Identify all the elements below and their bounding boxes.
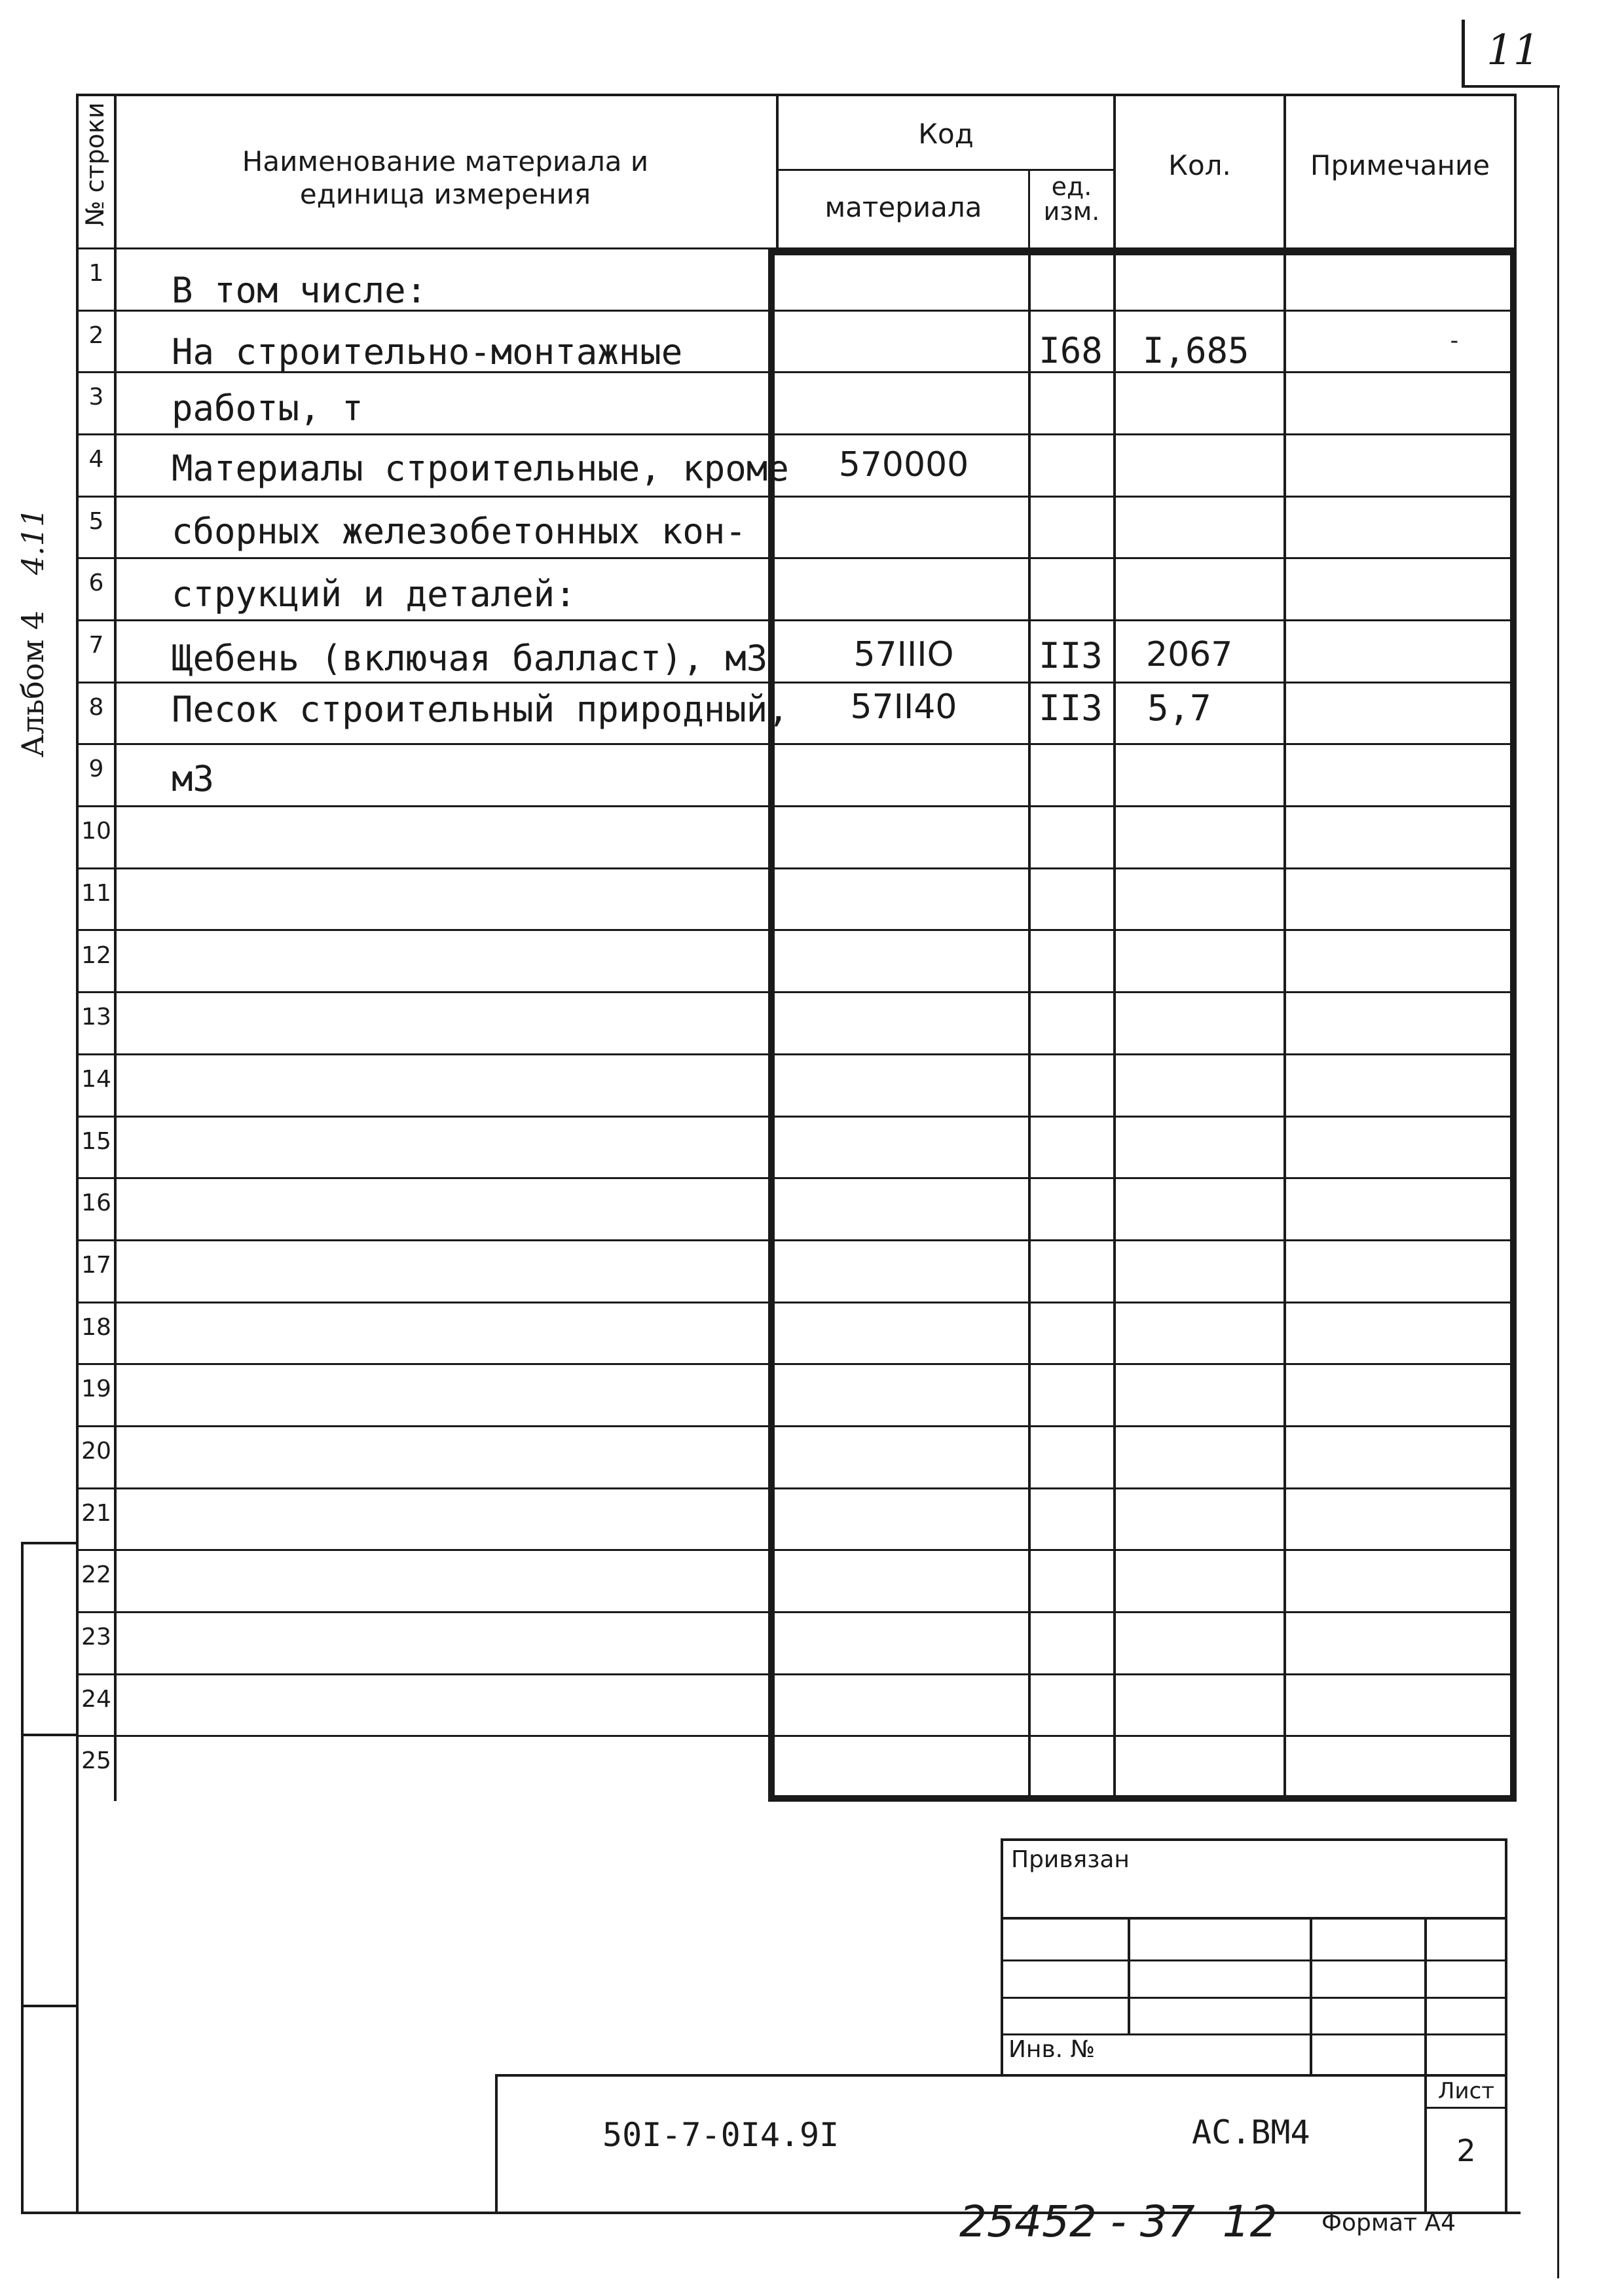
header-code-unit-line1: ед. — [1051, 172, 1092, 201]
header-name-line2: единица измерения — [299, 178, 591, 210]
row-number: 4 — [88, 446, 104, 473]
header-quantity: Кол. — [1168, 149, 1231, 181]
stamp-privyazan: Привязан — [1011, 1846, 1130, 1873]
row-number: 1 — [88, 260, 104, 287]
row-number: 8 — [88, 693, 104, 721]
footer-handwritten-number: 25452 - 37 12 — [959, 2196, 1278, 2247]
row-number: 11 — [81, 879, 111, 907]
row-number: 7 — [88, 632, 104, 659]
row-number: 16 — [81, 1190, 111, 1217]
row-6-name: струкций и деталей: — [172, 574, 576, 615]
header-name-line1: Наименование материала и — [242, 145, 649, 177]
row-number: 6 — [88, 570, 104, 597]
row-8-name: Песок строительный природный, — [172, 689, 789, 730]
stamp-list-label: Лист — [1437, 2078, 1495, 2104]
row-8-unit: II3 — [1039, 687, 1103, 729]
row-separator — [76, 557, 1514, 559]
row-separator — [76, 1053, 1514, 1055]
row-separator — [76, 1611, 1514, 1613]
row-separator — [76, 433, 1514, 435]
row-number: 18 — [81, 1313, 111, 1341]
header-row-number: № строки — [81, 102, 109, 227]
stamp-doc-code: 50I-7-0I4.9I — [602, 2116, 840, 2154]
album-label: Альбом 4 — [15, 610, 50, 757]
row-separator — [76, 619, 1514, 621]
row-3-name: работы, т — [172, 388, 363, 429]
row-separator — [76, 743, 1514, 745]
row-7-code: 57IIIO — [853, 635, 954, 674]
row-separator — [76, 1735, 1514, 1737]
side-label — [15, 483, 50, 757]
row-number: 25 — [81, 1747, 111, 1775]
row-number: 24 — [81, 1685, 111, 1713]
row-7-name: Щебень (включая балласт), м3 — [172, 638, 768, 679]
album-handwritten: 4.11 — [15, 507, 50, 575]
row-number: 5 — [88, 507, 104, 535]
row-8-code: 57II40 — [850, 687, 957, 727]
row-2-note: - — [1447, 327, 1462, 354]
row-separator — [76, 991, 1514, 993]
row-8-qty: 5,7 — [1147, 687, 1211, 729]
stamp-doc-mark: АС.ВМ4 — [1192, 2113, 1310, 2151]
row-separator — [76, 805, 1514, 807]
row-number: 19 — [81, 1376, 111, 1403]
header-note: Примечание — [1310, 149, 1490, 181]
row-number: 20 — [81, 1437, 111, 1465]
row-number: 22 — [81, 1561, 111, 1589]
header-code-material: материала — [824, 191, 982, 223]
row-number: 17 — [81, 1251, 111, 1279]
page-corner-number: 11 — [1486, 26, 1540, 75]
row-separator — [76, 496, 1514, 498]
row-separator — [76, 1302, 1514, 1303]
row-separator — [76, 1363, 1514, 1365]
row-separator — [76, 1425, 1514, 1427]
row-9-name: м3 — [172, 758, 215, 799]
stamp-inv-no: Инв. № — [1008, 2036, 1096, 2063]
header-code: Код — [918, 118, 974, 150]
row-number: 13 — [81, 1004, 111, 1031]
row-number: 21 — [81, 1499, 111, 1527]
row-2-qty: I,685 — [1143, 330, 1249, 371]
row-number: 9 — [88, 756, 104, 783]
row-2-unit: I68 — [1039, 330, 1103, 371]
stamp-sheet-number: 2 — [1456, 2133, 1476, 2168]
row-5-name: сборных железобетонных кон- — [172, 511, 747, 552]
row-number: 23 — [81, 1624, 111, 1650]
row-7-unit: II3 — [1039, 635, 1103, 676]
row-separator — [76, 682, 1514, 683]
row-separator — [76, 929, 1514, 931]
row-4-name: Материалы строительные, кроме — [172, 448, 789, 489]
row-separator — [76, 1116, 1514, 1118]
row-7-qty: 2067 — [1146, 635, 1233, 674]
row-number: 2 — [88, 321, 104, 349]
row-separator — [76, 867, 1514, 869]
row-number: 10 — [81, 818, 111, 845]
row-number: 15 — [81, 1127, 111, 1155]
row-separator — [76, 1549, 1514, 1551]
row-number: 14 — [81, 1065, 111, 1093]
row-number: 3 — [88, 384, 104, 411]
row-1-name: В том числе: — [172, 270, 428, 311]
row-separator — [76, 1673, 1514, 1675]
row-separator — [76, 1239, 1514, 1241]
footer-format-label: Формат А4 — [1321, 2210, 1456, 2236]
row-separator — [76, 1177, 1514, 1179]
header-code-unit-line2: изм. — [1043, 197, 1100, 226]
row-4-code: 570000 — [838, 445, 969, 484]
row-separator — [76, 1487, 1514, 1489]
row-number: 12 — [81, 941, 111, 969]
row-2-name: На строительно-монтажные — [172, 331, 683, 373]
